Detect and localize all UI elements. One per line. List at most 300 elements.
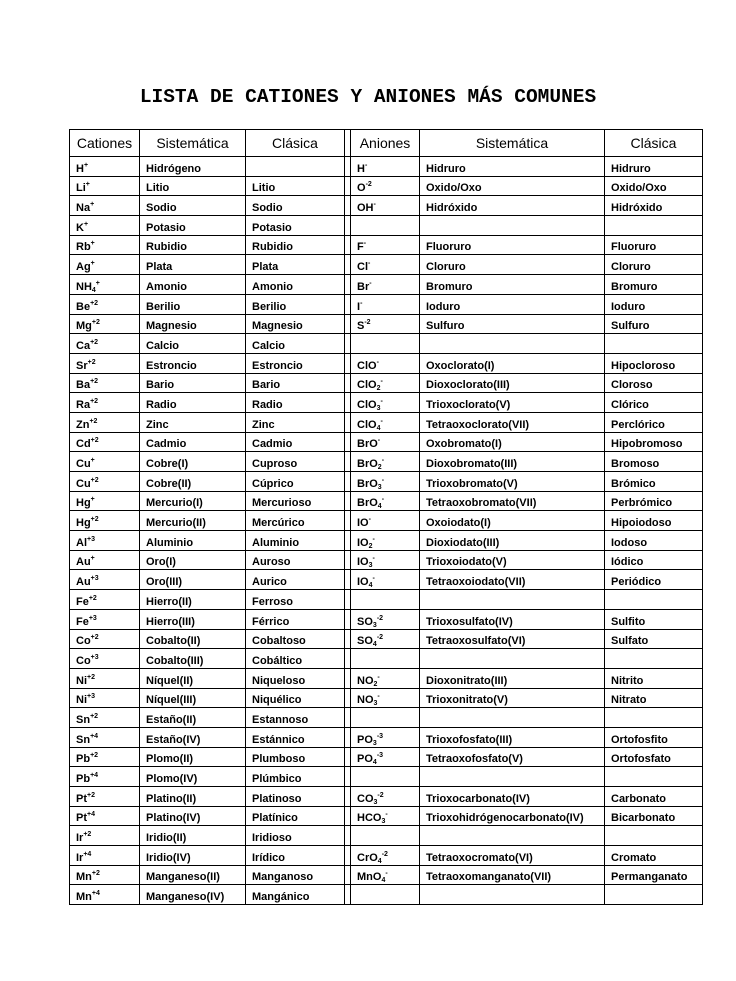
cation-charge: +2 [90,397,99,405]
cation-systematic-name: Níquel(III) [140,688,246,708]
cation-formula [70,294,140,314]
cation-systematic-name: Iridio(II) [140,826,246,846]
anion-systematic-name: Trioxoiodato(V) [420,550,605,570]
anion-classic-name: Cloroso [605,373,703,393]
anion-symbol: BrO [357,477,378,490]
anion-symbol: ClO [357,359,377,372]
table-row [70,806,703,826]
cation-classic-name: Cobáltico [246,649,345,669]
anion-charge: -2 [377,791,384,799]
anion-symbol: HCO [357,812,382,825]
anion-symbol: Cl [357,261,368,274]
table-row [70,649,703,669]
anion-formula [351,531,420,551]
cation-charge: +2 [90,476,99,484]
cation-symbol: Rb [76,241,91,254]
anion-systematic-name: Dioxobromato(III) [420,452,605,472]
anion-systematic-name: Hidruro [420,157,605,177]
cation-systematic-name: Cobalto(II) [140,629,246,649]
cation-classic-name [246,157,345,177]
cation-formula [70,550,140,570]
anion-systematic-name [420,708,605,728]
table-row [70,294,703,314]
cation-symbol: Cu [76,458,91,470]
cation-charge: + [95,279,100,287]
cation-symbol: K [76,221,84,234]
cation-charge: + [90,260,95,268]
cation-charge: +2 [90,634,99,642]
cation-classic-name: Aurico [246,570,345,590]
table-row [70,747,703,767]
cation-symbol: Mg [76,320,92,333]
anion-charge: -2 [376,614,384,622]
cation-classic-name: Bario [246,373,345,393]
table-row [70,885,703,905]
cation-formula [70,531,140,551]
cation-systematic-name: Zinc [140,412,246,432]
anion-formula [351,472,420,492]
cation-systematic-name: Radio [140,393,246,413]
anion-formula [351,491,420,511]
anion-formula [351,334,420,354]
cation-charge: +4 [83,850,92,858]
cation-formula [70,787,140,807]
cation-charge: +2 [91,319,100,327]
cation-symbol: Al [76,536,87,549]
anion-systematic-name: Ioduro [420,294,605,314]
anion-symbol: PO [357,753,373,766]
cation-charge: +4 [91,890,100,898]
anion-classic-name: Sulfato [605,629,703,649]
cation-formula [70,727,140,747]
anion-systematic-name [420,334,605,354]
anion-systematic-name: Dioxiodato(III) [420,531,605,551]
cation-systematic-name: Estaño(II) [140,708,246,728]
cation-symbol: Na [76,202,91,215]
cation-classic-name: Radio [246,393,345,413]
anion-charge: - [373,201,376,209]
anion-systematic-name: Sulfuro [420,314,605,334]
cation-systematic-name: Plomo(II) [140,747,246,767]
cation-systematic-name: Bario [140,373,246,393]
cation-systematic-name: Litio [140,176,246,196]
ions-table [69,129,703,905]
cation-systematic-name: Platino(IV) [140,806,246,826]
anion-symbol: IO [357,536,369,549]
anion-formula [351,885,420,905]
anion-symbol: BrO [357,497,378,510]
cation-classic-name: Cuproso [246,452,345,472]
anion-classic-name: Bicarbonato [605,806,703,826]
anion-charge: -2 [376,634,384,642]
cation-classic-name: Calcio [246,334,345,354]
anion-classic-name: Fluoruro [605,235,703,255]
cation-symbol: Mn [76,891,92,904]
cation-charge: +3 [90,653,99,661]
anion-formula [351,432,420,452]
anion-classic-name: Brómico [605,472,703,492]
table-row [70,668,703,688]
anion-systematic-name: Tetraoxofosfato(V) [420,747,605,767]
cation-systematic-name: Calcio [140,334,246,354]
anion-classic-name: Hidruro [605,157,703,177]
cation-formula [70,865,140,885]
anion-formula [351,235,420,255]
cation-charge: + [90,496,95,504]
cation-systematic-name: Berilio [140,294,246,314]
cation-classic-name: Rubidio [246,235,345,255]
header-aniones: Aniones [351,130,420,157]
anion-formula [351,314,420,334]
anion-symbol: I [357,300,361,313]
cation-classic-name: Estannoso [246,708,345,728]
cation-formula [70,826,140,846]
cation-symbol: Co [76,654,91,667]
table-row [70,373,703,393]
cation-charge: +2 [90,712,99,720]
anion-classic-name: Clórico [605,393,703,413]
table-row [70,334,703,354]
anion-systematic-name: Oxoclorato(I) [420,353,605,373]
anion-subscript: 4 [381,877,386,885]
anion-formula [351,767,420,787]
anion-symbol: CrO [357,851,378,864]
anion-classic-name [605,216,703,236]
anion-charge: - [376,358,379,366]
cation-systematic-name: Mercurio(I) [140,491,246,511]
cation-classic-name: Magnesio [246,314,345,334]
cation-symbol: Pt [76,792,87,805]
anion-classic-name: Ortofosfato [605,747,703,767]
cation-classic-name: Potasio [246,216,345,236]
cation-charge: +3 [87,535,95,543]
anion-charge: - [381,457,385,464]
cation-symbol: Zn [76,418,90,431]
cation-formula [70,885,140,905]
anion-charge: - [368,260,371,268]
table-row [70,176,703,196]
anion-charge: - [363,240,367,248]
cation-systematic-name: Estroncio [140,353,246,373]
anion-symbol: S [357,320,365,333]
anion-subscript: 3 [373,700,378,708]
anion-symbol: BrO [357,438,378,451]
anion-subscript: 3 [381,818,386,826]
table-row [70,708,703,728]
cation-subscript: 4 [91,286,96,294]
anion-classic-name [605,826,703,846]
anion-charge: - [369,279,372,287]
anion-charge: - [381,496,385,504]
cation-systematic-name: Hierro(III) [140,609,246,629]
anion-classic-name: Cromato [605,846,703,866]
anion-systematic-name: Tetraoxomanganato(VII) [420,865,605,885]
anion-systematic-name [420,590,605,610]
anion-symbol: ClO [357,418,377,431]
anion-classic-name: Iodoso [605,531,703,551]
anion-systematic-name: Trioxoclorato(V) [420,393,605,413]
cation-formula [70,334,140,354]
anion-systematic-name: Cloruro [420,255,605,275]
anion-formula [351,412,420,432]
cation-charge: +2 [90,299,99,307]
anion-formula [351,747,420,767]
cation-classic-name: Cúprico [246,472,345,492]
cation-classic-name: Mercurioso [246,491,345,511]
anion-charge: - [385,870,388,878]
header-cationes-clasica: Clásica [246,130,345,157]
cation-formula [70,275,140,295]
anion-symbol: F [357,241,364,254]
anion-subscript: 4 [368,582,373,590]
anion-classic-name: Permanganato [605,865,703,885]
header-row [70,130,703,157]
anion-symbol: IO [357,517,369,530]
anion-charge: - [372,575,375,583]
anion-classic-name: Oxido/Oxo [605,176,703,196]
anion-classic-name: Nitrito [605,668,703,688]
anion-systematic-name [420,826,605,846]
cation-symbol: NH [76,280,92,293]
table-row [70,727,703,747]
cation-formula [70,629,140,649]
anion-formula [351,550,420,570]
anion-subscript: 2 [368,542,373,550]
table-row [70,511,703,531]
anion-symbol: BrO [357,458,378,470]
cation-systematic-name: Amonio [140,275,246,295]
anion-subscript: 4 [377,857,382,865]
cation-symbol: Pb [76,773,91,785]
cation-charge: +3 [87,693,95,701]
cation-symbol: Hg [76,517,91,530]
cation-systematic-name: Sodio [140,196,246,216]
cation-charge: +4 [90,732,99,740]
anion-classic-name: Cloruro [605,255,703,275]
anion-formula [351,708,420,728]
page-title: LISTA DE CATIONES Y ANIONES MÁS COMUNES [139,86,597,108]
anion-subscript: 2 [377,464,382,471]
cation-systematic-name: Níquel(II) [140,668,246,688]
anion-formula [351,590,420,610]
table-row [70,412,703,432]
anion-classic-name [605,767,703,787]
anion-formula [351,452,420,472]
anion-symbol: OH [357,202,374,215]
anion-formula [351,649,420,669]
cation-symbol: H [76,162,84,175]
cation-formula [70,590,140,610]
anion-formula [351,196,420,216]
anion-charge: - [377,673,380,681]
anion-systematic-name: Oxido/Oxo [420,176,605,196]
cation-formula [70,491,140,511]
anion-systematic-name: Dioxonitrato(III) [420,668,605,688]
anion-classic-name [605,590,703,610]
header-cationes-sistematica: Sistemática [140,130,246,157]
anion-charge: - [364,161,368,169]
cation-systematic-name: Hidrógeno [140,157,246,177]
anion-symbol: SO [357,635,373,648]
anion-subscript: 3 [373,798,378,806]
anion-symbol: IO [357,576,369,589]
cation-formula [70,668,140,688]
cation-systematic-name: Rubidio [140,235,246,255]
cation-charge: + [90,457,95,464]
cation-symbol: Ni [76,674,87,687]
table-row [70,472,703,492]
cation-symbol: Sn [76,733,91,746]
anion-formula [351,353,420,373]
cation-formula [70,353,140,373]
cation-classic-name: Mangánico [246,885,345,905]
table-row [70,452,703,472]
cation-symbol: Ag [76,261,91,274]
cation-symbol: Co [76,635,91,648]
cation-charge: + [90,555,95,563]
table-row [70,590,703,610]
cation-formula [70,216,140,236]
cation-formula [70,157,140,177]
anion-formula [351,865,420,885]
cation-systematic-name: Plata [140,255,246,275]
anion-systematic-name: Hidróxido [420,196,605,216]
cation-systematic-name: Oro(I) [140,550,246,570]
anion-formula [351,373,420,393]
cation-systematic-name: Iridio(IV) [140,846,246,866]
anion-subscript: 3 [377,483,382,491]
anion-systematic-name: Bromuro [420,275,605,295]
anion-symbol: NO [357,674,374,687]
cation-symbol: Sr [76,359,88,372]
cation-formula [70,176,140,196]
anion-charge: - [372,555,375,563]
cation-charge: +4 [90,772,99,779]
anion-symbol: Br [357,280,370,293]
anion-subscript: 3 [372,621,377,629]
cation-formula [70,806,140,826]
anion-subscript: 4 [372,641,377,649]
table-row [70,531,703,551]
cation-symbol: Ni [76,694,87,707]
cation-classic-name: Plata [246,255,345,275]
cation-classic-name: Cobaltoso [246,629,345,649]
table-row [70,196,703,216]
cation-charge: + [90,240,95,248]
anion-symbol: PO [357,733,373,746]
anion-formula [351,255,420,275]
table-row [70,255,703,275]
cation-systematic-name: Platino(II) [140,787,246,807]
cation-classic-name: Estroncio [246,353,345,373]
anion-symbol: NO [357,694,374,707]
table-row [70,275,703,295]
anion-formula [351,727,420,747]
cation-systematic-name: Cadmio [140,432,246,452]
anion-classic-name: Hidróxido [605,196,703,216]
cation-symbol: Ir [76,851,84,864]
cation-formula [70,196,140,216]
cation-classic-name: Platínico [246,806,345,826]
anion-symbol: CO [357,792,374,805]
cation-charge: +4 [87,811,95,819]
anion-classic-name [605,334,703,354]
table-row [70,570,703,590]
table-row [70,865,703,885]
anion-symbol: H [357,162,365,175]
anion-subscript: 3 [376,404,381,412]
anion-classic-name: Hipoiodoso [605,511,703,531]
cation-charge: +2 [90,752,99,760]
cation-formula [70,393,140,413]
table-row [70,629,703,649]
anion-subscript: 4 [372,759,377,767]
cation-symbol: Ra [76,398,91,411]
anion-formula [351,275,420,295]
cation-charge: +3 [90,575,99,583]
anion-charge: - [377,437,381,445]
anion-formula [351,511,420,531]
cation-classic-name: Iridioso [246,826,345,846]
header-cationes: Cationes [70,130,140,157]
cation-formula [70,373,140,393]
table-row [70,432,703,452]
cation-symbol: Cu [76,477,91,490]
anion-formula [351,157,420,177]
anion-systematic-name: Trioxobromato(V) [420,472,605,492]
cation-formula [70,688,140,708]
cation-systematic-name: Hierro(II) [140,590,246,610]
cation-charge: + [83,220,89,228]
cation-classic-name: Platinoso [246,787,345,807]
anion-subscript: 2 [376,385,381,393]
cation-systematic-name: Mercurio(II) [140,511,246,531]
anion-classic-name: Periódico [605,570,703,590]
cation-charge: +2 [90,516,99,524]
cation-systematic-name: Manganeso(II) [140,865,246,885]
anion-subscript: 2 [373,680,378,688]
cation-charge: + [85,181,90,189]
cation-formula [70,609,140,629]
cation-classic-name: Ferroso [246,590,345,610]
header-aniones-sistematica: Sistemática [420,130,605,157]
anion-classic-name: Perclórico [605,412,703,432]
anion-subscript: 3 [368,562,373,570]
cation-formula [70,452,140,472]
cation-symbol: Ba [76,379,91,392]
cation-symbol: Au [76,576,91,589]
anion-formula [351,629,420,649]
cation-formula [70,649,140,669]
table-row [70,314,703,334]
anion-symbol: IO [357,556,369,569]
cation-charge: +2 [87,673,95,681]
anion-charge: - [372,535,375,543]
anion-systematic-name: Oxobromato(I) [420,432,605,452]
anion-symbol: ClO [357,398,377,411]
anion-symbol: ClO [357,379,377,392]
anion-systematic-name [420,885,605,905]
cation-classic-name: Berilio [246,294,345,314]
cation-classic-name: Niqueloso [246,668,345,688]
anion-systematic-name: Tetraoxoiodato(VII) [420,570,605,590]
cation-systematic-name: Estaño(IV) [140,727,246,747]
anion-subscript: 4 [376,424,381,432]
cation-classic-name: Manganoso [246,865,345,885]
anion-systematic-name [420,649,605,669]
anion-classic-name: Carbonato [605,787,703,807]
cation-symbol: Ca [76,339,91,352]
